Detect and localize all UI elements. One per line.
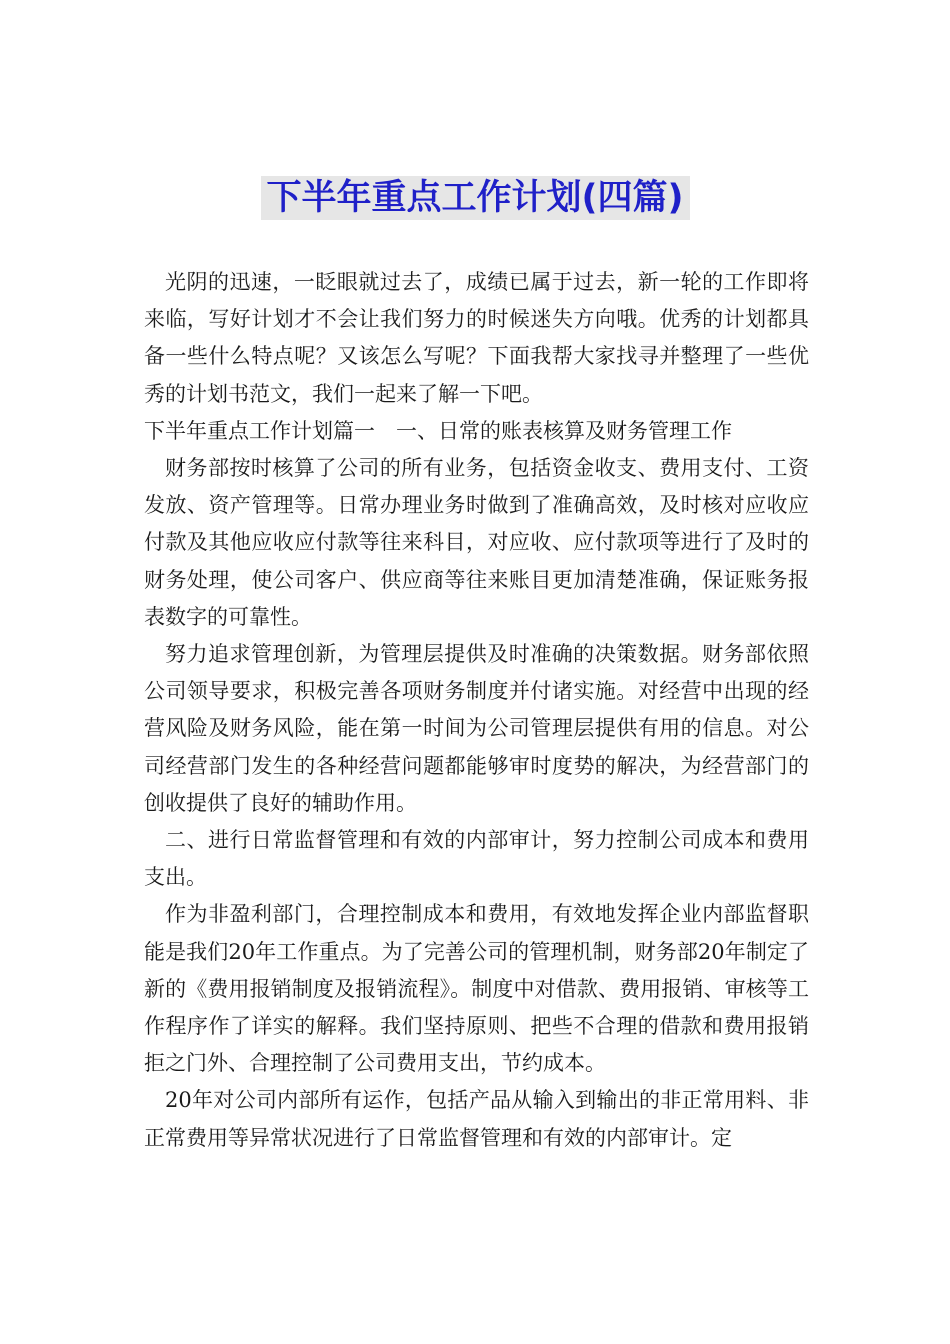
document-title: 下半年重点工作计划(四篇) [261,176,690,220]
paragraph-management: 努力追求管理创新，为管理层提供及时准确的决策数据。财务部依照公司领导要求，积极完善各项财务制度并付诸实施。对经营中出现的经营风险及财务风险，能在第一时间为公司管理层提供有用的信息。对公司经营部门发生的各种经营问题都能够审时度势的解决，为经营部门的创收提供了良好的辅助作用。 [144,642,809,815]
title-wrap [0,176,950,220]
paragraph-audit: 20年对公司内部所有运作，包括产品从输入到输出的非正常用料、非正常费用等异常状况进行了日常监督管理和有效的内部审计。定 [144,1088,809,1150]
section-heading-1: 下半年重点工作计划篇一 一、日常的账表核算及财务管理工作 [144,418,732,443]
section-heading-2: 二、进行日常监督管理和有效的内部审计，努力控制公司成本和费用支出。 [144,828,809,890]
paragraph-intro: 光阴的迅速，一眨眼就过去了，成绩已属于过去，新一轮的工作即将来临，写好计划才不会让我们努力的时候迷失方向哦。优秀的计划都具备一些什么特点呢？又该怎么写呢？下面我帮大家找寻并整理了一些优秀的计划书范文，我们一起来了解一下吧。 [144,270,809,406]
paragraph-cost-control: 作为非盈利部门，合理控制成本和费用，有效地发挥企业内部监督职能是我们20年工作重点。为了完善公司的管理机制，财务部20年制定了新的《费用报销制度及报销流程》。制度中对借款、费用报销、审核等工作程序作了详实的解释。我们坚持原则、把些不合理的借款和费用报销拒之门外、合理控制了公司费用支出，节约成本。 [144,902,809,1076]
document-body [144,264,809,1157]
paragraph-accounting: 财务部按时核算了公司的所有业务，包括资金收支、费用支付、工资发放、资产管理等。日常办理业务时做到了准确高效，及时核对应收应付款及其他应收应付款等往来科目，对应收、应付款项等进行了及时的财务处理，使公司客户、供应商等往来账目更加清楚准确，保证账务报表数字的可靠性。 [144,456,809,629]
